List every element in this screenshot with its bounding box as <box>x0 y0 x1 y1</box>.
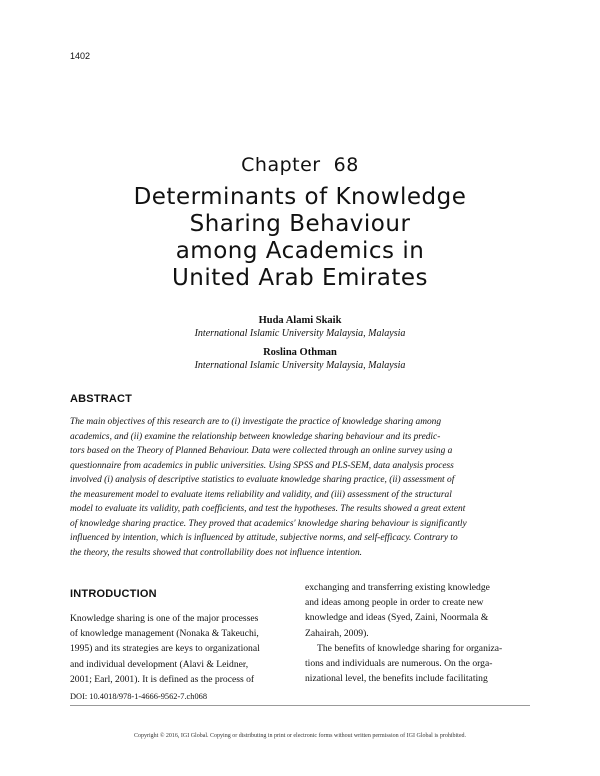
author-block <box>0 314 600 340</box>
title-line: United Arab Emirates <box>171 265 429 291</box>
introduction-heading: INTRODUCTION <box>70 588 157 600</box>
author-block <box>0 346 600 372</box>
abstract-line: The main objectives of this research are to (i) investigate the practice of knowledge sharing among <box>70 417 442 427</box>
copyright-notice: Copyright © 2016, IGI Global. Copying or distributing in print or electronic forms without written permission of IGI Global is prohibited. <box>133 733 466 739</box>
author-name: Roslina Othman <box>263 347 337 358</box>
abstract-body <box>70 415 530 560</box>
title-line: Sharing Behaviour <box>189 211 411 237</box>
abstract-line: academics, and (ii) examine the relationship between knowledge sharing behaviour and its predic- <box>70 431 441 442</box>
body-line: and individual development (Alavi & Leidner, <box>70 658 249 670</box>
body-line: knowledge and ideas (Syed, Zaini, Noormala & <box>305 612 489 624</box>
body-line: Knowledge sharing is one of the major processes <box>70 613 259 624</box>
abstract-line: model to evaluate its validity, path coefficients, and test the hypotheses. The results showed a great extent <box>70 504 466 514</box>
doi: DOI: 10.4018/978-1-4666-9562-7.ch068 <box>70 692 208 701</box>
body-line: Zahairah, 2009). <box>305 627 369 639</box>
abstract-heading: ABSTRACT <box>70 393 133 405</box>
body-line: 1995) and its strategies are keys to organizational <box>70 643 260 655</box>
body-line: 2001; Earl, 2001). It is defined as the process of <box>70 673 255 685</box>
title-line: among Academics in <box>175 238 425 264</box>
author-affiliation: International Islamic University Malaysia, Malaysia <box>194 360 406 371</box>
body-line: exchanging and transferring existing knowledge <box>305 582 490 593</box>
chapter-title <box>60 184 540 292</box>
intro-right-column <box>305 580 517 686</box>
body-line: of knowledge management (Nonaka & Takeuchi, <box>70 628 259 640</box>
chapter-label: Chapter 68 <box>241 154 359 176</box>
abstract-line: influenced by intention, which is influenced by attitude, subjective norms, and self-efficacy. Contrary to <box>70 533 458 543</box>
body-line: nizational level, the benefits include facilitating <box>305 673 488 685</box>
page-number: 1402 <box>70 51 91 61</box>
intro-left-column <box>70 611 282 687</box>
abstract-line: tors based on the Theory of Planned Behaviour. Data were collected through an online survey using a <box>70 446 453 456</box>
body-line: The benefits of knowledge sharing for organiza- <box>317 642 503 654</box>
abstract-line: questionnaire from academics in public universities. Using SPSS and PLS-SEM, data analysis process <box>70 460 454 471</box>
body-line: and ideas among people in order to create new <box>305 597 484 609</box>
abstract-line: the theory, the results showed that controllability does not influence intention. <box>70 547 362 558</box>
title-line: Determinants of Knowledge <box>133 184 467 210</box>
footer-divider <box>70 705 530 706</box>
abstract-line: involved (i) analysis of descriptive statistics to evaluate knowledge sharing practice, (ii) assessment of <box>70 475 455 485</box>
author-name: Huda Alami Skaik <box>258 315 342 326</box>
author-affiliation: International Islamic University Malaysia, Malaysia <box>194 328 406 339</box>
abstract-line: of knowledge sharing practice. They proved that academics' knowledge sharing behaviour is significantly <box>70 518 467 529</box>
body-line: tions and individuals are numerous. On the orga- <box>305 658 493 670</box>
abstract-line: the measurement model to evaluate items reliability and validity, and (iii) assessment of the structural <box>70 489 452 500</box>
